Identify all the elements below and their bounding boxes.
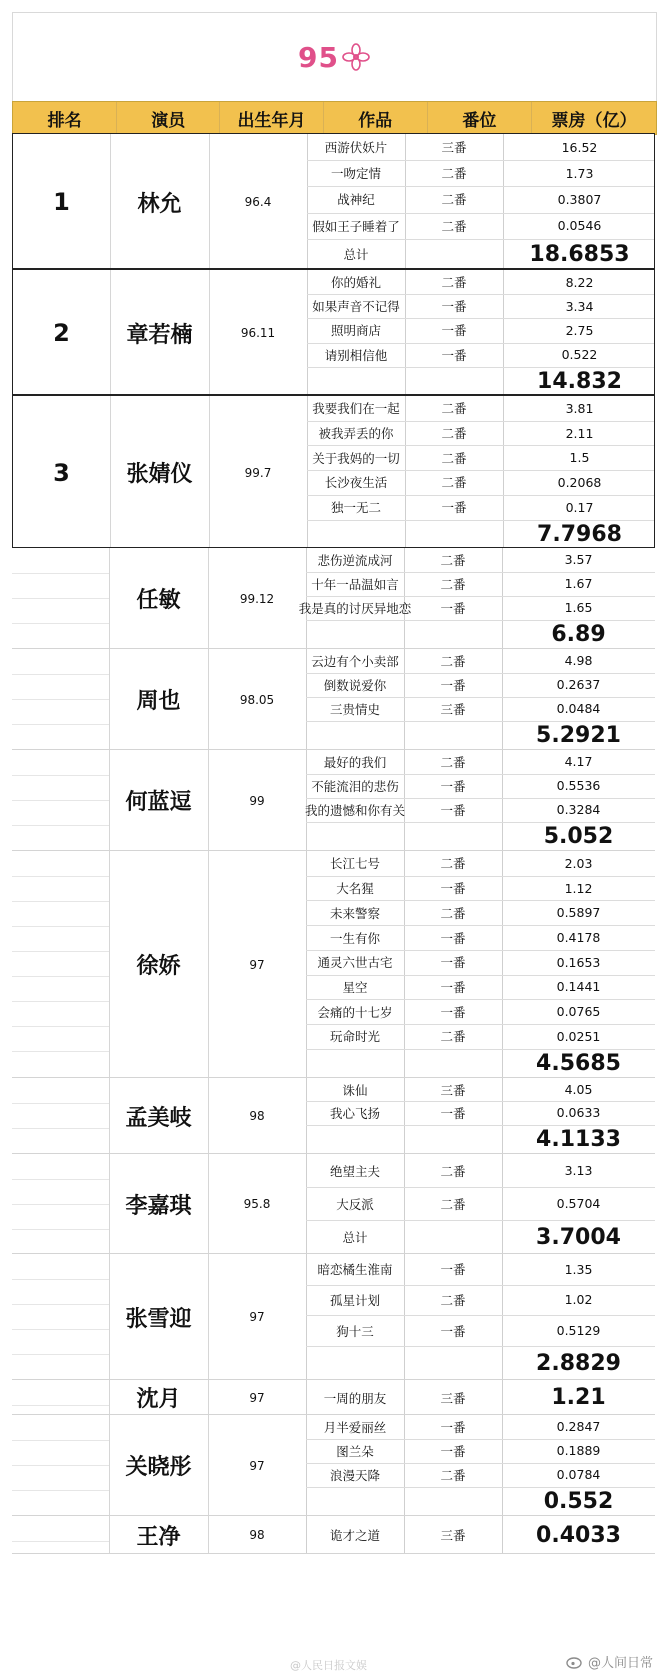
total-label [307, 520, 405, 550]
work-title[interactable]: 悲伤逆流成河 [317, 552, 393, 568]
billing-order: 三番 [440, 1390, 466, 1406]
actor-name[interactable]: 孟美岐 [125, 1105, 192, 1131]
billing-order: 二番 [441, 475, 467, 491]
box-office-value: 0.1653 [556, 954, 601, 970]
birth-date: 98.05 [239, 692, 275, 707]
actor-block [12, 133, 655, 269]
actor-name[interactable]: 徐娇 [136, 954, 181, 979]
work-title[interactable]: 十年一品温如言 [311, 576, 399, 592]
billing-order: 二番 [440, 1029, 466, 1045]
billing-order: 一番 [440, 677, 466, 693]
work-title[interactable]: 长沙夜生活 [324, 475, 388, 491]
rank-cell: 2 [53, 319, 70, 347]
birth-date: 99.12 [239, 591, 275, 606]
total-label [307, 367, 405, 396]
box-office-value: 4.98 [564, 653, 593, 669]
actor-name[interactable]: 何蓝逗 [125, 790, 192, 815]
total-label [306, 822, 404, 851]
actor-block [12, 1380, 655, 1415]
box-office-value: 0.5129 [556, 1323, 601, 1339]
rank-cell [12, 649, 109, 750]
billing-order: 二番 [440, 552, 466, 568]
total-box-office: 14.832 [537, 368, 622, 394]
work-title[interactable]: 我是真的讨厌异地恋 [298, 600, 412, 616]
work-title[interactable]: 绝望主夫 [329, 1163, 380, 1179]
header-actor[interactable]: 演员 [117, 102, 220, 134]
billing-order: 一番 [440, 930, 466, 946]
total-box-office: 2.8829 [536, 1350, 621, 1376]
rank-cell [12, 1380, 109, 1415]
box-office-value: 1.67 [564, 576, 593, 592]
box-office-value: 1.5 [569, 450, 590, 466]
watermark [566, 1652, 653, 1671]
header-work[interactable]: 作品 [324, 102, 428, 134]
work-title[interactable]: 大反派 [336, 1196, 374, 1212]
billing-order: 一番 [441, 347, 467, 363]
work-title[interactable]: 照明商店 [330, 323, 381, 339]
total-box-office: 5.2921 [536, 722, 621, 748]
billing-order: 二番 [440, 653, 466, 669]
actor-block [12, 1254, 655, 1380]
birth-date: 98 [249, 1109, 265, 1123]
work-title[interactable]: 最好的我们 [323, 754, 387, 770]
box-office-value: 0.2847 [556, 1419, 601, 1435]
billing-order: 二番 [441, 275, 467, 291]
header-row [12, 101, 657, 135]
title-text: 95 [298, 40, 339, 74]
billing-order: 一番 [441, 323, 467, 339]
box-office-value: 1.02 [564, 1292, 593, 1308]
box-office-value: 0.0784 [556, 1467, 601, 1483]
birth-date: 96.11 [240, 326, 276, 340]
work-title[interactable]: 孤星计划 [329, 1292, 380, 1308]
total-box-office: 4.1133 [536, 1126, 621, 1152]
billing-order: 三番 [440, 701, 466, 717]
actor-block [12, 1516, 655, 1554]
total-label [306, 721, 404, 750]
rank-cell [12, 1516, 109, 1554]
billing-order: 一番 [440, 955, 466, 971]
box-office-value: 0.5897 [556, 905, 601, 921]
work-title[interactable]: 我要我们在一起 [312, 401, 400, 417]
billing-order: 一番 [440, 600, 466, 616]
rank-cell: 3 [53, 458, 70, 487]
actor-name[interactable]: 王净 [136, 1524, 181, 1550]
billing-order: 一番 [441, 299, 467, 315]
box-office-value: 16.52 [561, 139, 598, 155]
watermark-faint: @人民日报文娱 [290, 1659, 367, 1672]
header-boxoffice[interactable]: 票房（亿） [551, 110, 637, 131]
rank-cell [12, 1415, 109, 1516]
billing-order: 二番 [440, 1196, 466, 1212]
work-title[interactable]: 大名猩 [336, 881, 374, 897]
work-title[interactable]: 不能流泪的悲伤 [311, 778, 399, 794]
box-office-value: 3.34 [565, 298, 594, 314]
work-title[interactable]: 一周的朋友 [323, 1390, 387, 1406]
box-office-value: 0.17 [565, 499, 594, 515]
total-box-office: 7.7968 [537, 521, 622, 547]
actor-block [12, 1078, 655, 1154]
work-title[interactable]: 会痛的十七岁 [317, 1004, 393, 1020]
billing-order: 三番 [441, 140, 467, 156]
work-title[interactable]: 图兰朵 [336, 1443, 374, 1459]
total-box-office: 4.5685 [536, 1050, 621, 1076]
total-box-office: 0.552 [543, 1488, 614, 1514]
work-title[interactable]: 星空 [342, 979, 368, 995]
rank-cell [12, 1154, 109, 1254]
total-label: 总计 [343, 247, 369, 263]
header-billing[interactable]: 番位 [428, 102, 532, 134]
actor-name[interactable]: 任敏 [136, 588, 181, 613]
work-title[interactable]: 假如王子睡着了 [312, 218, 400, 234]
work-title[interactable]: 诛仙 [342, 1082, 368, 1098]
work-title[interactable]: 我心飞扬 [329, 1105, 380, 1121]
actor-block [12, 1154, 655, 1254]
total-label [306, 1487, 404, 1516]
work-title[interactable]: 狗十三 [336, 1323, 374, 1339]
box-office-value: 0.522 [561, 347, 598, 363]
actor-name[interactable]: 张婧仪 [126, 462, 193, 487]
box-office-value: 4.05 [564, 1082, 593, 1098]
box-office-value: 3.81 [565, 400, 594, 416]
billing-order: 一番 [440, 881, 466, 897]
billing-order: 一番 [440, 1443, 466, 1459]
box-office-value: 0.0251 [556, 1028, 601, 1044]
billing-order: 一番 [440, 1419, 466, 1435]
box-office-value: 1.73 [565, 165, 594, 181]
actor-block [12, 649, 655, 750]
birth-date: 97 [249, 1310, 265, 1324]
billing-order: 三番 [440, 1082, 466, 1098]
billing-order: 二番 [440, 1292, 466, 1308]
box-office-value: 1.35 [564, 1261, 593, 1277]
box-office-value: 0.2068 [557, 474, 602, 490]
header-rank[interactable]: 排名 [13, 102, 117, 134]
work-title[interactable]: 战神纪 [337, 192, 375, 208]
billing-order: 二番 [441, 426, 467, 442]
total-label: 总计 [342, 1230, 368, 1245]
box-office-value: 0.5536 [556, 778, 601, 794]
work-title[interactable]: 一生有你 [329, 930, 380, 946]
total-box-office: 1.21 [551, 1385, 606, 1410]
rank-cell [12, 1078, 109, 1154]
billing-order: 二番 [440, 905, 466, 921]
work-title[interactable]: 通灵六世古宅 [317, 955, 393, 971]
total-label [306, 1346, 404, 1380]
flower-icon [341, 42, 371, 72]
work-title[interactable]: 独一无二 [330, 500, 381, 516]
box-office-value: 3.13 [564, 1163, 593, 1178]
box-office-value: 0.1441 [556, 979, 601, 995]
billing-order: 一番 [441, 500, 467, 516]
actor-name[interactable]: 李嘉琪 [125, 1193, 192, 1219]
work-title[interactable]: 长江七号 [329, 856, 380, 872]
total-box-office: 18.6853 [529, 241, 630, 267]
work-title[interactable]: 诡才之道 [329, 1528, 380, 1543]
billing-order: 二番 [440, 856, 466, 872]
birth-date: 98 [249, 1528, 265, 1542]
work-title[interactable]: 一吻定情 [330, 166, 381, 182]
total-box-office: 5.052 [543, 823, 614, 849]
watermark-text: @人间日常 [587, 1656, 653, 1671]
box-office-value: 8.22 [565, 274, 594, 290]
birth-date: 99 [249, 793, 265, 808]
work-title[interactable]: 关于我妈的一切 [312, 450, 400, 466]
billing-order: 三番 [440, 1528, 466, 1543]
work-title[interactable]: 云边有个小卖部 [311, 653, 399, 669]
work-title[interactable]: 被我弄丢的你 [318, 426, 394, 442]
billing-order: 二番 [440, 754, 466, 770]
birth-date: 99.7 [244, 465, 272, 480]
box-office-value: 1.65 [564, 600, 593, 616]
total-box-office: 6.89 [551, 621, 606, 647]
billing-order: 一番 [440, 1323, 466, 1339]
box-office-value: 2.03 [564, 855, 593, 871]
rank-cell [12, 750, 109, 851]
billing-order: 一番 [440, 1004, 466, 1020]
actor-name[interactable]: 章若楠 [126, 322, 193, 348]
rank-cell [12, 548, 109, 649]
work-title[interactable]: 月半爱丽丝 [323, 1419, 387, 1435]
work-title[interactable]: 浪漫天降 [329, 1467, 380, 1483]
work-title[interactable]: 西游伏妖片 [324, 140, 388, 156]
actor-block [12, 851, 655, 1078]
birth-date: 95.8 [243, 1197, 271, 1211]
birth-date: 97 [249, 957, 265, 972]
header-birth[interactable]: 出生年月 [220, 102, 323, 134]
billing-order: 二番 [441, 192, 467, 208]
rank-cell [12, 851, 109, 1078]
box-office-value: 0.2637 [556, 677, 601, 693]
billing-order: 二番 [441, 450, 467, 466]
actor-block [12, 548, 655, 649]
billing-order: 一番 [440, 1105, 466, 1121]
billing-order: 一番 [440, 979, 466, 995]
box-office-value: 2.75 [565, 322, 594, 338]
work-title[interactable]: 玩命时光 [329, 1029, 380, 1045]
box-office-value: 0.0765 [556, 1004, 601, 1020]
sheet-title [12, 12, 657, 101]
total-label [306, 1125, 404, 1154]
work-title[interactable]: 如果声音不记得 [312, 299, 400, 315]
billing-order: 二番 [440, 576, 466, 592]
actor-name[interactable]: 张雪迎 [125, 1306, 192, 1332]
actor-block [12, 269, 655, 395]
work-title[interactable]: 三贵情史 [329, 701, 380, 717]
box-office-value: 1.12 [564, 880, 593, 896]
total-box-office: 3.7004 [536, 1224, 621, 1250]
box-office-value: 0.3807 [557, 191, 602, 207]
box-office-value: 0.0633 [556, 1105, 601, 1121]
total-box-office: 0.4033 [536, 1522, 621, 1548]
work-title[interactable]: 未来警察 [329, 905, 380, 921]
billing-order: 二番 [441, 401, 467, 417]
total-label [306, 620, 404, 649]
total-label [306, 1049, 404, 1078]
birth-date: 96.4 [244, 195, 272, 209]
box-office-value: 0.4178 [556, 930, 601, 946]
actor-name[interactable]: 林允 [137, 191, 182, 217]
actor-name[interactable]: 沈月 [136, 1387, 181, 1412]
work-title[interactable]: 倒数说爱你 [323, 677, 387, 693]
billing-order: 二番 [441, 218, 467, 234]
billing-order: 一番 [440, 778, 466, 794]
rank-cell [12, 1254, 109, 1380]
box-office-value: 0.3284 [556, 802, 601, 818]
work-title[interactable]: 我的遗憾和你有关 [305, 802, 406, 818]
actor-name[interactable]: 周也 [136, 689, 181, 714]
box-office-value: 4.17 [564, 754, 593, 770]
rank-cell: 1 [53, 188, 70, 216]
billing-order: 二番 [440, 1163, 466, 1179]
box-office-value: 0.1889 [556, 1443, 601, 1459]
work-title[interactable]: 你的婚礼 [330, 275, 381, 291]
billing-order: 一番 [440, 802, 466, 818]
billing-order: 二番 [441, 166, 467, 182]
box-office-value: 0.0484 [556, 701, 601, 717]
actor-name[interactable]: 关晓彤 [125, 1455, 192, 1480]
work-title[interactable]: 请别相信他 [324, 347, 388, 363]
actor-block [12, 1415, 655, 1516]
box-office-value: 0.0546 [557, 218, 602, 234]
box-office-value: 2.11 [565, 425, 594, 441]
weibo-icon [566, 1655, 584, 1669]
birth-date: 97 [249, 1458, 265, 1473]
actor-block [12, 750, 655, 851]
box-office-value: 3.57 [564, 552, 593, 568]
billing-order: 二番 [440, 1467, 466, 1483]
birth-date: 97 [249, 1390, 265, 1405]
billing-order: 一番 [440, 1262, 466, 1278]
box-office-value: 0.5704 [556, 1196, 601, 1211]
work-title[interactable]: 暗恋橘生淮南 [317, 1262, 393, 1278]
actor-block [12, 395, 655, 548]
